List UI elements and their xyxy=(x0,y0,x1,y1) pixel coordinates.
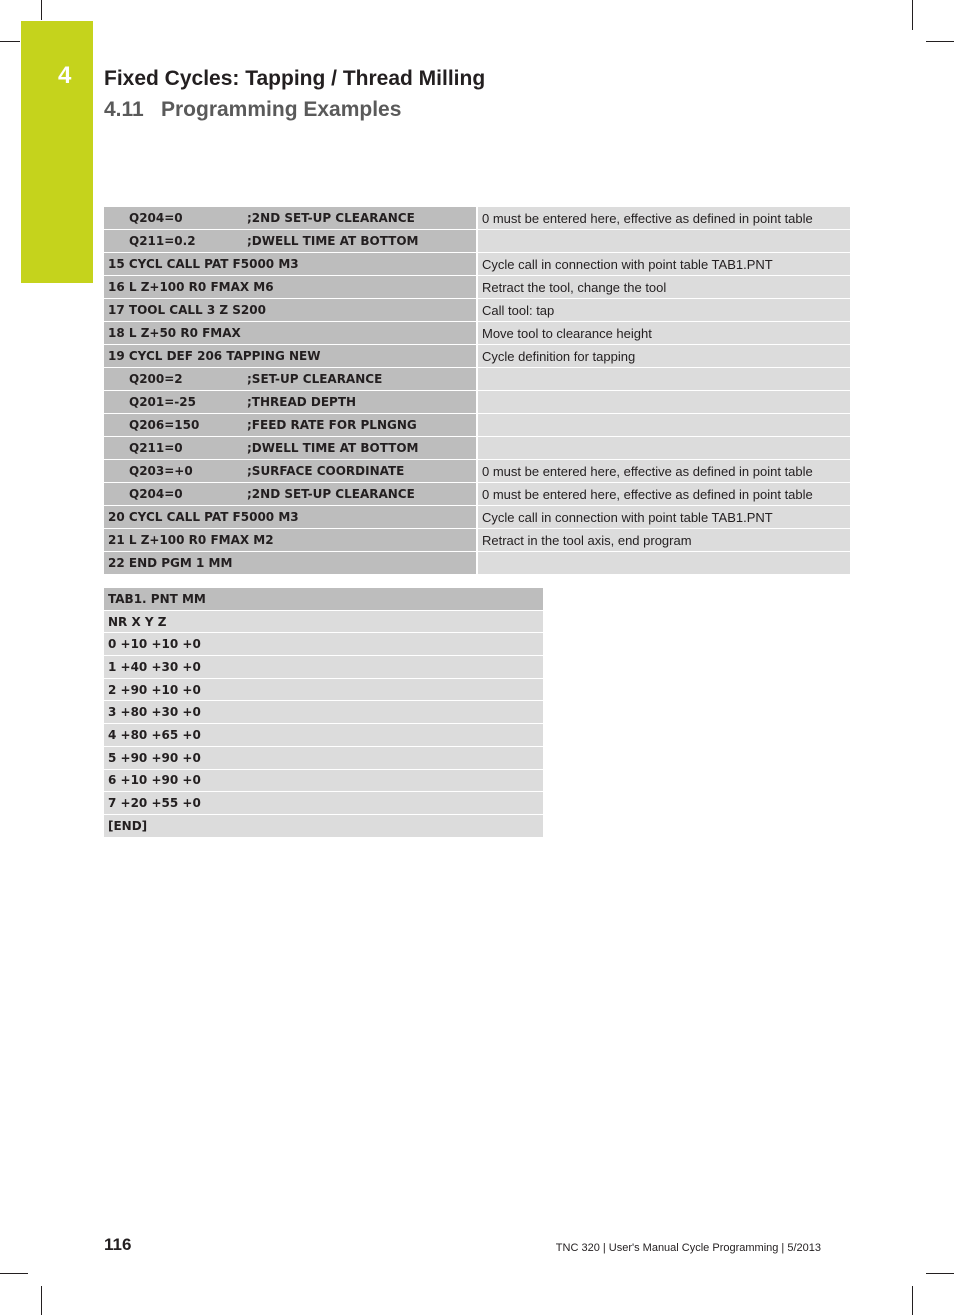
section-title xyxy=(104,98,401,122)
program-code-cell xyxy=(104,207,476,229)
program-description-cell: Cycle call in connection with point table TAB1.PNT xyxy=(478,506,850,528)
point-table-row: 4 +80 +65 +0 xyxy=(104,724,543,746)
program-description-cell xyxy=(478,391,850,413)
program-code-cell xyxy=(104,506,476,528)
parameter-comment: ;2ND SET-UP CLEARANCE xyxy=(247,487,415,501)
section-title-text: Programming Examples xyxy=(161,98,402,121)
chapter-number: 4 xyxy=(58,62,72,89)
chapter-tab xyxy=(21,21,93,283)
parameter-comment: ;DWELL TIME AT BOTTOM xyxy=(247,441,419,455)
parameter-comment: ;2ND SET-UP CLEARANCE xyxy=(247,211,415,225)
nc-block: 19 CYCL DEF 206 TAPPING NEW xyxy=(108,349,321,363)
point-table-row: 0 +10 +10 +0 xyxy=(104,633,543,655)
parameter-name: Q204=0 xyxy=(129,487,183,501)
program-description-cell: 0 must be entered here, effective as defined in point table xyxy=(478,207,850,229)
program-code-cell xyxy=(104,230,476,252)
program-code-cell xyxy=(104,322,476,344)
program-code-cell xyxy=(104,437,476,459)
parameter-name: Q203=+0 xyxy=(129,464,193,478)
program-row xyxy=(104,368,850,390)
program-description-cell: Cycle definition for tapping xyxy=(478,345,850,367)
nc-block: 22 END PGM 1 MM xyxy=(108,556,233,570)
parameter-name: Q204=0 xyxy=(129,211,183,225)
program-row xyxy=(104,414,850,436)
parameter-comment: ;THREAD DEPTH xyxy=(247,395,357,409)
nc-block: 21 L Z+100 R0 FMAX M2 xyxy=(108,533,274,547)
crop-mark xyxy=(41,1286,42,1315)
section-number: 4.11 xyxy=(104,98,144,121)
program-row xyxy=(104,391,850,413)
parameter-name: Q201=-25 xyxy=(129,395,196,409)
program-code-cell xyxy=(104,414,476,436)
program-row xyxy=(104,322,850,344)
program-code-cell xyxy=(104,253,476,275)
point-table-row: 7 +20 +55 +0 xyxy=(104,792,543,814)
program-code-cell xyxy=(104,299,476,321)
point-table-row: 3 +80 +30 +0 xyxy=(104,701,543,723)
program-description-cell: Call tool: tap xyxy=(478,299,850,321)
program-row xyxy=(104,483,850,505)
program-description-cell: 0 must be entered here, effective as defined in point table xyxy=(478,483,850,505)
program-row xyxy=(104,230,850,252)
program-row xyxy=(104,529,850,551)
program-row xyxy=(104,345,850,367)
program-description-cell xyxy=(478,437,850,459)
program-code-cell xyxy=(104,276,476,298)
program-row xyxy=(104,276,850,298)
program-row xyxy=(104,460,850,482)
point-table-row: NR X Y Z xyxy=(104,611,543,633)
nc-block: 18 L Z+50 R0 FMAX xyxy=(108,326,241,340)
parameter-name: Q200=2 xyxy=(129,372,183,386)
parameter-name: Q211=0.2 xyxy=(129,234,196,248)
parameter-name: Q206=150 xyxy=(129,418,200,432)
chapter-title: Fixed Cycles: Tapping / Thread Milling xyxy=(104,67,486,90)
program-description-cell: Move tool to clearance height xyxy=(478,322,850,344)
crop-mark xyxy=(912,0,913,30)
program-row xyxy=(104,207,850,229)
program-row xyxy=(104,253,850,275)
program-description-cell: Retract in the tool axis, end program xyxy=(478,529,850,551)
program-code-cell xyxy=(104,529,476,551)
crop-mark xyxy=(41,0,42,20)
point-table-row: 1 +40 +30 +0 xyxy=(104,656,543,678)
program-code-cell xyxy=(104,391,476,413)
page-number: 116 xyxy=(104,1235,132,1254)
crop-mark xyxy=(0,41,20,42)
nc-block: 20 CYCL CALL PAT F5000 M3 xyxy=(108,510,299,524)
program-description-cell: 0 must be entered here, effective as defined in point table xyxy=(478,460,850,482)
crop-mark xyxy=(926,41,954,42)
point-table xyxy=(104,588,543,838)
nc-block: 15 CYCL CALL PAT F5000 M3 xyxy=(108,257,299,271)
parameter-comment: ;SET-UP CLEARANCE xyxy=(247,372,383,386)
nc-block: 16 L Z+100 R0 FMAX M6 xyxy=(108,280,274,294)
crop-mark xyxy=(912,1286,913,1315)
program-row xyxy=(104,299,850,321)
program-description-cell xyxy=(478,552,850,574)
program-description-cell: Cycle call in connection with point table TAB1.PNT xyxy=(478,253,850,275)
program-description-cell: Retract the tool, change the tool xyxy=(478,276,850,298)
point-table-header: TAB1. PNT MM xyxy=(104,588,543,610)
parameter-name: Q211=0 xyxy=(129,441,183,455)
program-code-cell xyxy=(104,345,476,367)
parameter-comment: ;SURFACE COORDINATE xyxy=(247,464,405,478)
crop-mark xyxy=(926,1273,954,1274)
program-code-cell xyxy=(104,368,476,390)
program-row xyxy=(104,437,850,459)
point-table-row: [END] xyxy=(104,815,543,837)
nc-block: 17 TOOL CALL 3 Z S200 xyxy=(108,303,266,317)
program-code-cell xyxy=(104,460,476,482)
footer-text: TNC 320 | User's Manual Cycle Programming | 5/2013 xyxy=(555,1242,821,1254)
program-description-cell xyxy=(478,230,850,252)
point-table-row: 2 +90 +10 +0 xyxy=(104,679,543,701)
parameter-comment: ;DWELL TIME AT BOTTOM xyxy=(247,234,419,248)
program-row xyxy=(104,552,850,574)
program-code-cell xyxy=(104,483,476,505)
program-description-cell xyxy=(478,368,850,390)
point-table-row: 5 +90 +90 +0 xyxy=(104,747,543,769)
point-table-row: 6 +10 +90 +0 xyxy=(104,770,543,792)
crop-mark xyxy=(0,1273,28,1274)
parameter-comment: ;FEED RATE FOR PLNGNG xyxy=(247,418,417,432)
program-row xyxy=(104,506,850,528)
program-description-cell xyxy=(478,414,850,436)
program-code-cell xyxy=(104,552,476,574)
program-table xyxy=(104,207,850,575)
